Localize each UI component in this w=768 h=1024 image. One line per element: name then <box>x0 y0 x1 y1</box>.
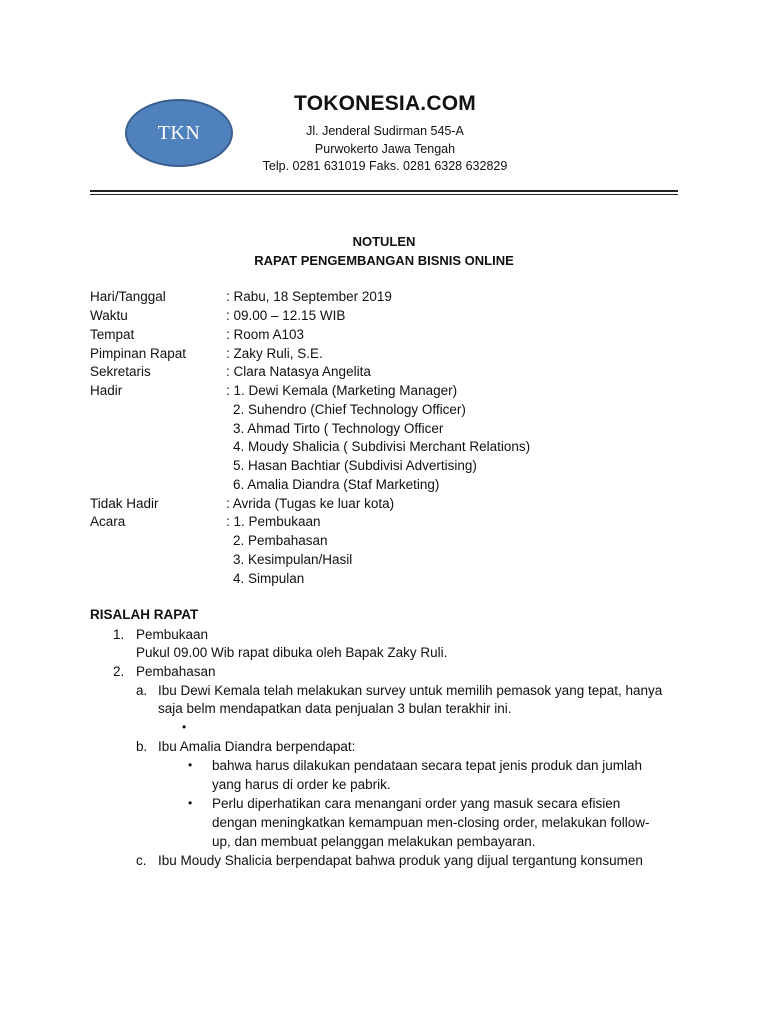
company-logo <box>125 99 233 167</box>
agenda-item: 3. Kesimpulan/Hasil <box>233 552 353 567</box>
sublist-letter: b. <box>136 739 148 754</box>
sublist-text: Ibu Moudy Shalicia berpendapat bahwa produk yang dijual tergantung konsumen <box>158 853 643 868</box>
bullet-text: up, dan membuat pelanggan melakukan pembayaran. <box>212 834 536 849</box>
bullet-text: dengan meningkatkan kemampuan men-closing order, melakukan follow- <box>212 815 650 830</box>
info-label: Tempat <box>90 327 135 342</box>
header-divider-thick <box>90 190 678 192</box>
bullet-text: Perlu diperhatikan cara menangani order yang masuk secara efisien <box>212 796 621 811</box>
bullet-mark: • <box>188 758 193 772</box>
sublist-text: saja belm mendapatkan data penjualan 3 bulan terakhir ini. <box>158 701 512 716</box>
logo-text: TKN <box>157 121 201 144</box>
attendee-item: 2. Suhendro (Chief Technology Officer) <box>233 402 466 417</box>
attendee-item: 6. Amalia Diandra (Staf Marketing) <box>233 477 440 492</box>
list-number: 1. <box>113 627 125 642</box>
info-value: : 1. Dewi Kemala (Marketing Manager) <box>226 383 458 398</box>
bullet-text: yang harus di order ke pabrik. <box>212 777 391 792</box>
info-value: : Zaky Ruli, S.E. <box>226 346 323 361</box>
attendee-item: 4. Moudy Shalicia ( Subdivisi Merchant Relations) <box>233 439 531 454</box>
info-value: : 1. Pembukaan <box>226 514 321 529</box>
document-subtitle: RAPAT PENGEMBANGAN BISNIS ONLINE <box>254 253 514 268</box>
info-label: Hari/Tanggal <box>90 289 166 304</box>
section-heading: RISALAH RAPAT <box>90 607 199 622</box>
address-line-1: Jl. Jenderal Sudirman 545-A <box>306 124 464 138</box>
sublist-text: Ibu Amalia Diandra berpendapat: <box>158 739 356 754</box>
list-item-text: Pukul 09.00 Wib rapat dibuka oleh Bapak Zaky Ruli. <box>136 645 448 660</box>
list-item-title: Pembukaan <box>136 627 209 642</box>
info-label: Sekretaris <box>90 364 151 379</box>
info-value: : Rabu, 18 September 2019 <box>226 289 392 304</box>
info-label: Pimpinan Rapat <box>90 346 187 361</box>
agenda-item: 2. Pembahasan <box>233 533 328 548</box>
attendee-item: 3. Ahmad Tirto ( Technology Officer <box>233 421 444 436</box>
sublist-letter: c. <box>136 853 147 868</box>
info-label: Acara <box>90 514 126 529</box>
info-value: : Room A103 <box>226 327 305 342</box>
info-label: Waktu <box>90 308 128 323</box>
bullet-mark: • <box>188 796 193 810</box>
list-item-title: Pembahasan <box>136 664 216 679</box>
info-value: : Avrida (Tugas ke luar kota) <box>226 496 395 511</box>
document-title: NOTULEN <box>352 234 416 249</box>
header-divider-thin <box>90 194 678 195</box>
company-name: TOKONESIA.COM <box>294 92 476 115</box>
info-label: Hadir <box>90 383 123 398</box>
list-number: 2. <box>113 664 125 679</box>
info-label: Tidak Hadir <box>90 496 159 511</box>
info-value: : Clara Natasya Angelita <box>226 364 371 379</box>
info-value: : 09.00 – 12.15 WIB <box>226 308 346 323</box>
attendee-item: 5. Hasan Bachtiar (Subdivisi Advertising) <box>233 458 477 473</box>
sublist-text: Ibu Dewi Kemala telah melakukan survey untuk memilih pemasok yang tepat, hanya <box>158 683 663 698</box>
bullet-mark: • <box>182 720 187 734</box>
address-line-2: Purwokerto Jawa Tengah <box>314 142 456 156</box>
contact-line: Telp. 0281 631019 Faks. 0281 6328 632829 <box>262 159 508 173</box>
sublist-letter: a. <box>136 683 148 698</box>
agenda-item: 4. Simpulan <box>233 571 305 586</box>
bullet-text: bahwa harus dilakukan pendataan secara tepat jenis produk dan jumlah <box>212 758 643 773</box>
